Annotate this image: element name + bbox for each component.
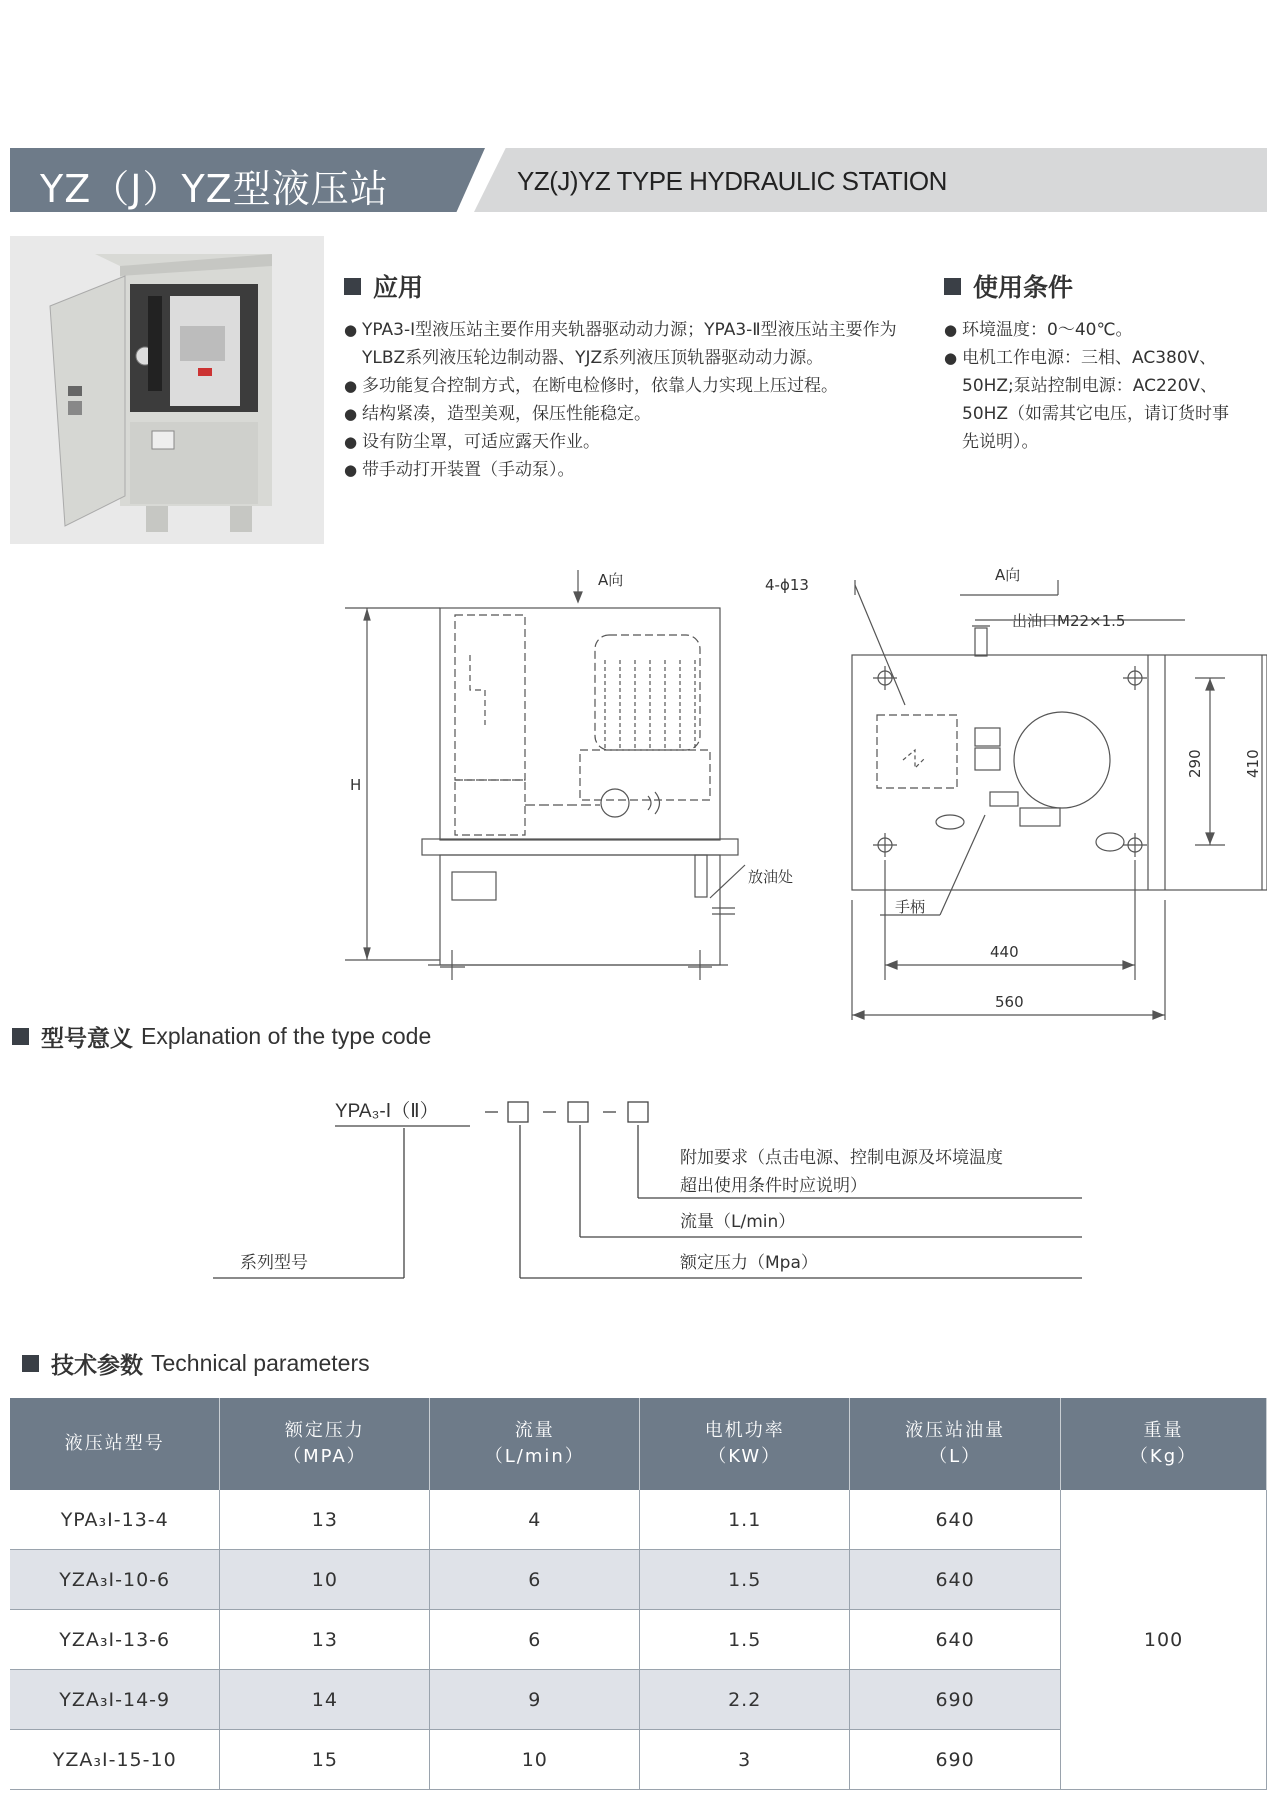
type-code-pressure: 额定压力（Mpa）	[680, 1253, 818, 1273]
a-direction-label-2: A向	[995, 566, 1021, 584]
list-item: ● 带手动打开装置（手动泵）。	[344, 456, 904, 484]
product-photo	[10, 236, 324, 544]
a-direction-label: A向	[598, 571, 624, 589]
dimension-410: 410	[1244, 749, 1262, 778]
weight-cell: 100	[1061, 1490, 1267, 1790]
page-title-cn: YZ（J）YZ型液压站	[40, 167, 389, 211]
table-row: YPA₃Ⅰ-13-4 13 4 1.1 640 100	[10, 1490, 1267, 1550]
table-row: YZA₃Ⅰ-13-6 13 6 1.5 640	[10, 1610, 1267, 1670]
list-item: ● 设有防尘罩，可适应露天作业。	[344, 428, 904, 456]
dimension-440: 440	[990, 943, 1019, 961]
drain-label: 放油处	[748, 868, 794, 886]
technical-heading: 技术参数 Technical parameters	[22, 1347, 370, 1380]
table-row: YZA₃Ⅰ-15-10 15 10 3 690	[10, 1730, 1267, 1790]
height-label: H	[350, 776, 362, 794]
dimension-560: 560	[995, 993, 1024, 1011]
type-code-series: 系列型号	[240, 1253, 308, 1273]
square-bullet-icon	[22, 1355, 39, 1372]
table-row: YZA₃Ⅰ-10-6 10 6 1.5 640	[10, 1550, 1267, 1610]
square-bullet-icon	[944, 278, 961, 295]
application-section	[344, 268, 904, 484]
conditions-section	[944, 268, 1244, 456]
list-item: ● 环境温度：0～40℃。	[944, 316, 1244, 344]
conditions-list	[944, 316, 1244, 456]
type-code-heading: 型号意义 Explanation of the type code	[12, 1020, 431, 1053]
technical-parameters-table	[10, 1398, 1267, 1790]
type-code-diagram	[0, 1085, 1267, 1295]
table-header-row	[10, 1398, 1267, 1490]
list-item: ● 多功能复合控制方式，在断电检修时，依靠人力实现上压过程。	[344, 372, 904, 400]
list-item: ● 结构紧凑，造型美观，保压性能稳定。	[344, 400, 904, 428]
column-header: 重量 （Kg）	[1061, 1398, 1267, 1490]
column-header: 电机功率 （KW）	[640, 1398, 850, 1490]
column-header: 额定压力 （MPA）	[220, 1398, 430, 1490]
type-code-string: YPA₃-Ⅰ（Ⅱ）	[335, 1101, 439, 1122]
list-item: ● 电机工作电源：三相、AC380V、50HZ;泵站控制电源：AC220V、50HZ（如需其它电压，请订货时事先说明）。	[944, 344, 1244, 456]
hole-label: 4-ϕ13	[765, 576, 809, 594]
type-code-flow: 流量（L/min）	[680, 1212, 796, 1232]
oil-outlet-label: 出油口M22×1.5	[1012, 612, 1126, 630]
conditions-heading: 使用条件	[944, 268, 1244, 304]
application-heading: 应用	[344, 268, 904, 304]
column-header: 液压站型号	[10, 1398, 220, 1490]
technical-drawing	[0, 560, 1267, 1030]
dimension-290: 290	[1186, 749, 1204, 778]
square-bullet-icon	[344, 278, 361, 295]
handle-label: 手柄	[895, 898, 926, 916]
column-header: 液压站油量 （L）	[850, 1398, 1061, 1490]
page-title-en: YZ(J)YZ TYPE HYDRAULIC STATION	[517, 166, 947, 196]
table-row: YZA₃Ⅰ-14-9 14 9 2.2 690	[10, 1670, 1267, 1730]
application-list	[344, 316, 904, 484]
type-code-extra-requirement: 附加要求（点击电源、控制电源及坏境温度 超出使用条件时应说明）	[680, 1148, 1003, 1196]
square-bullet-icon	[12, 1028, 29, 1045]
column-header: 流量 （L/min）	[430, 1398, 640, 1490]
list-item: ● YPA3-Ⅰ型液压站主要作用夹轨器驱动动力源；YPA3-Ⅱ型液压站主要作为YLBZ系列液压轮边制动器、YJZ系列液压顶轨器驱动动力源。	[344, 316, 904, 372]
